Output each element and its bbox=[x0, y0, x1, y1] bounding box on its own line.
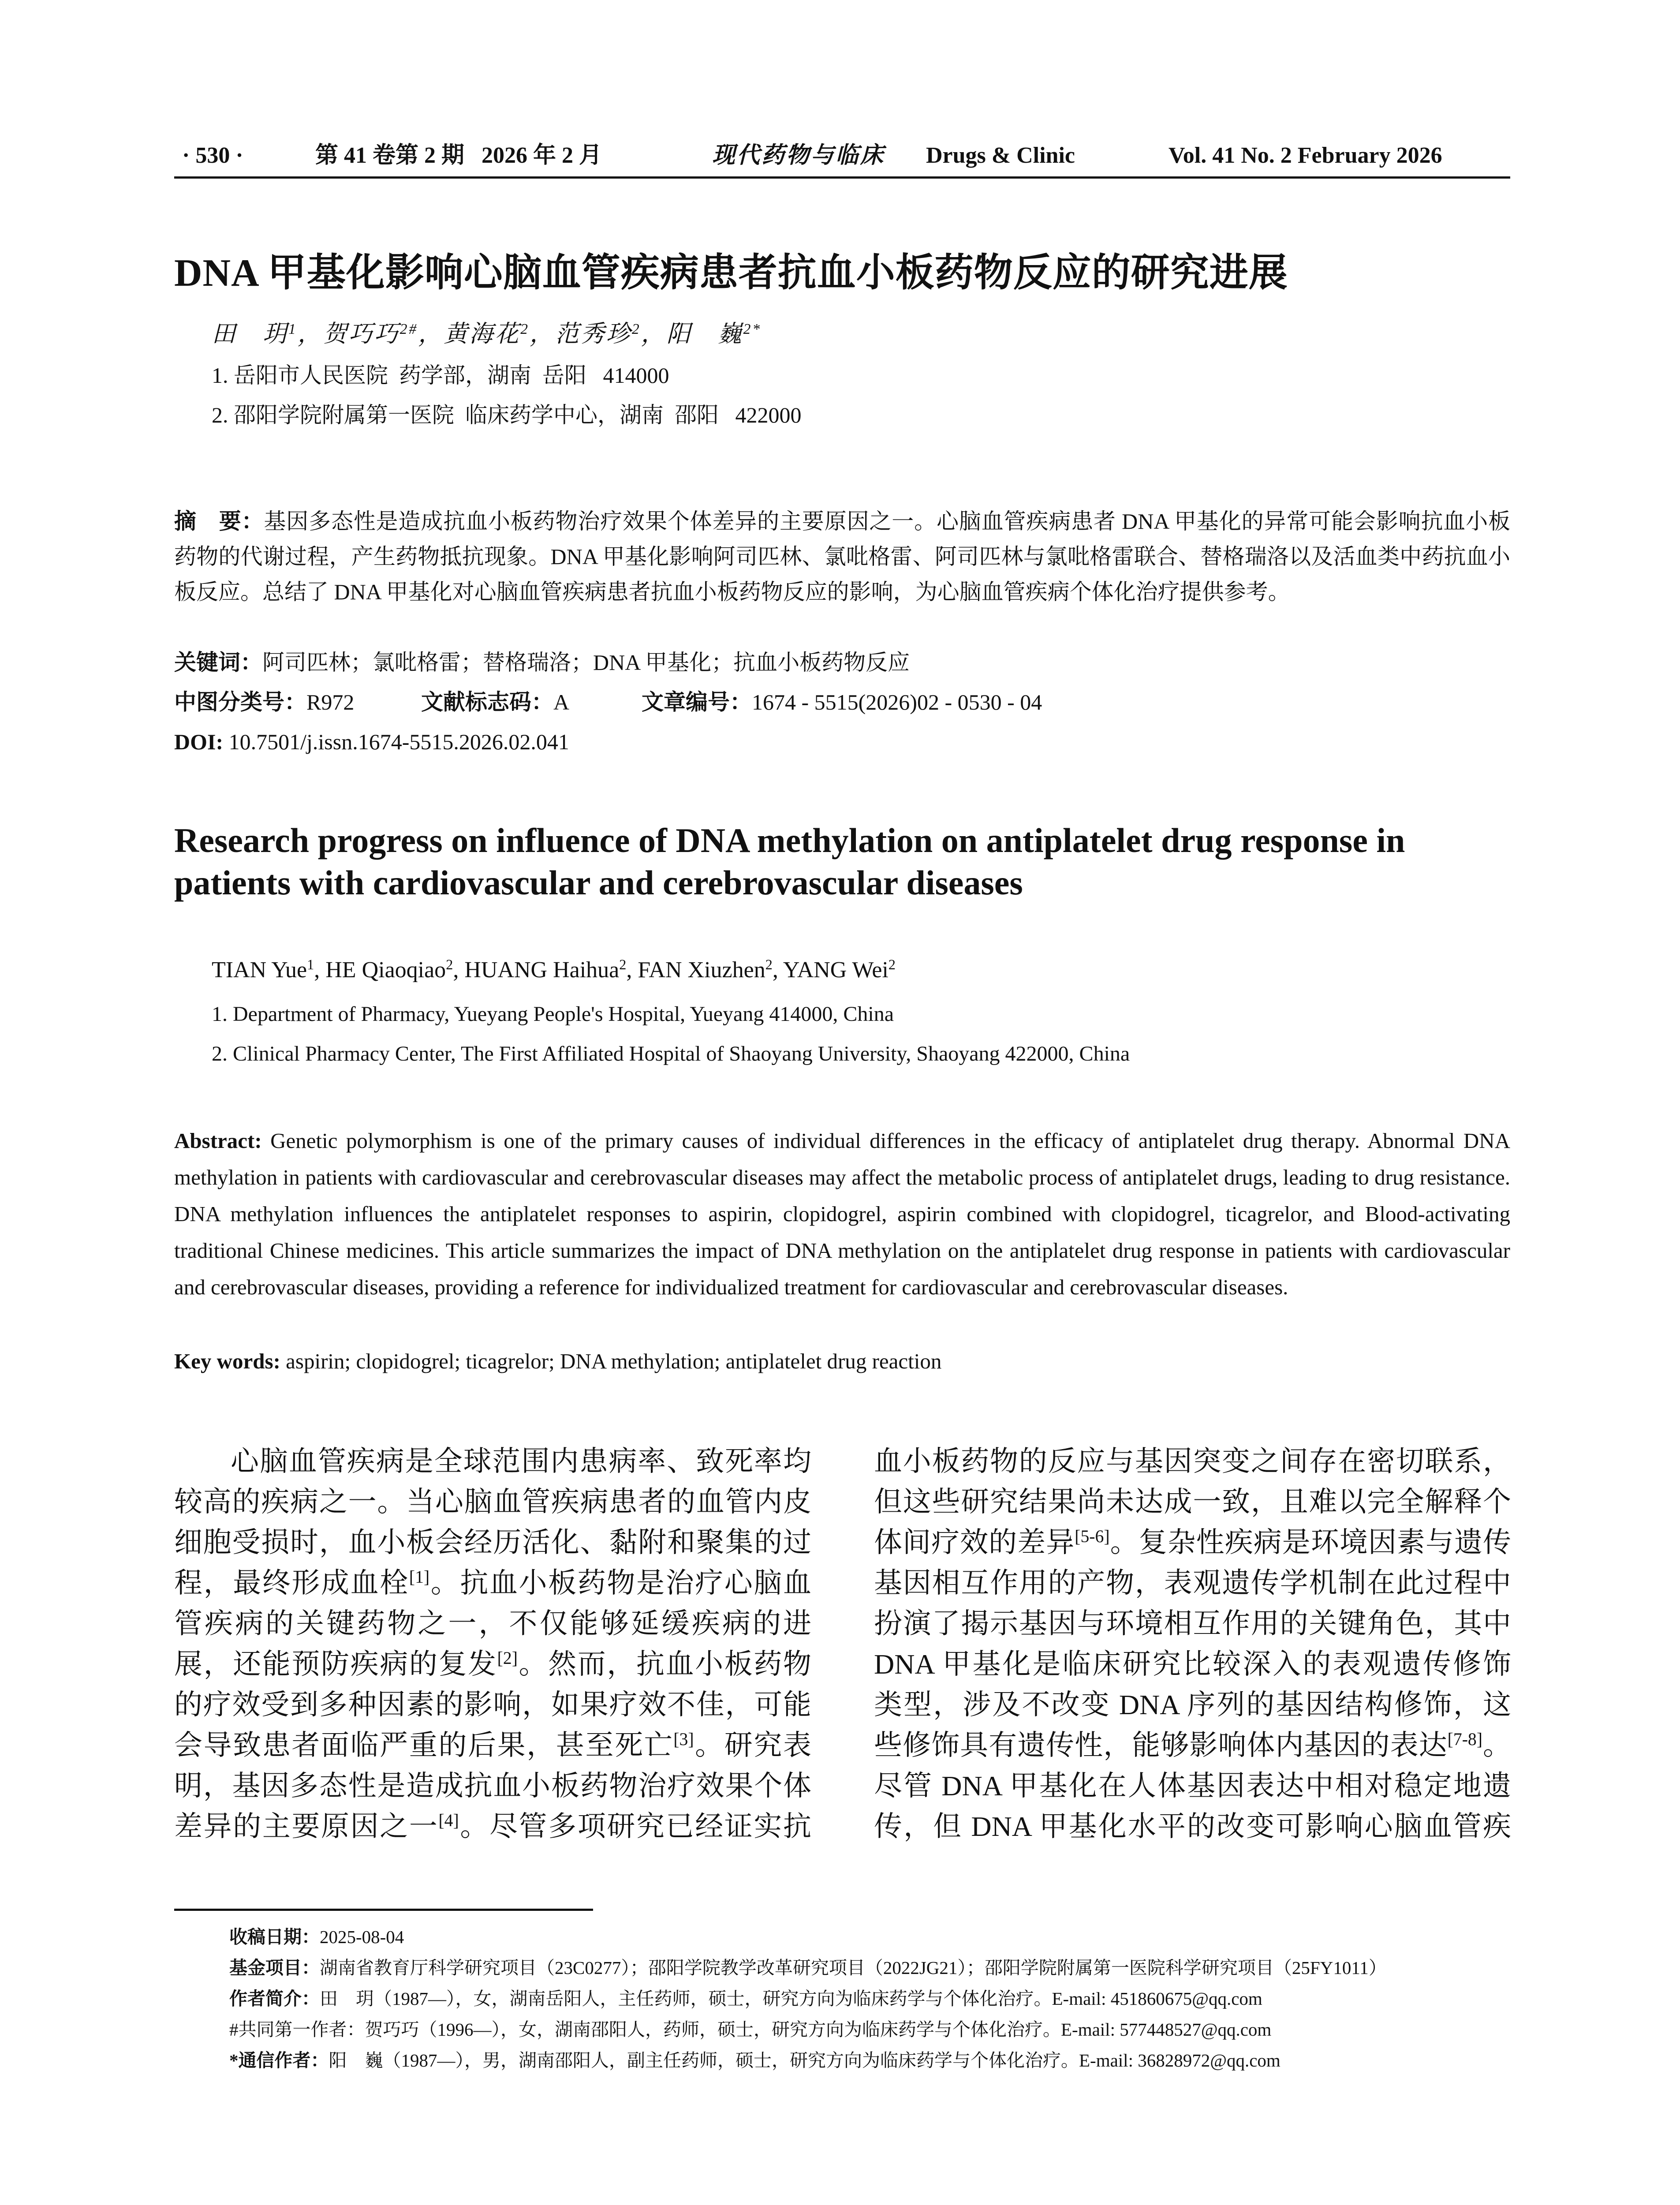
volume-issue-en: Vol. 41 No. 2 February 2026 bbox=[1169, 143, 1442, 168]
affiliation-cn-2: 2. 邵阳学院附属第一医院 临床药学中心，湖南 邵阳 422000 bbox=[212, 403, 802, 427]
footnote-text: 2025-08-04 bbox=[320, 1927, 404, 1947]
body-text: 程，最终形成血栓 bbox=[174, 1567, 409, 1599]
body-text: 但这些研究结果尚未达成一致，且难以完全解释个 bbox=[874, 1486, 1511, 1517]
doc-code-label: 文献标志码： bbox=[421, 690, 553, 714]
author-separator: , bbox=[772, 957, 783, 983]
author-name: TIAN Yue bbox=[212, 957, 307, 983]
body-text-line bbox=[174, 1441, 811, 1482]
abstract-cn-text: 基因多态性是造成抗血小板药物治疗效果个体差异的主要原因之一。心脑血管疾病患者 DNA 甲基化的异常可能会影响抗血小板药物的代谢过程，产生药物抵抗现象。DNA 甲基化影响阿司匹林、氯吡格雷、阿司匹林与氯吡格雷联合、替格瑞洛以及活血类中药抗血小板反应。总结了 DNA 甲基化对心脑血管疾病患者抗血小板药物反应的影响，为心脑血管疾病个体化治疗提供参考。 bbox=[174, 509, 1510, 604]
doi-label: DOI: bbox=[174, 729, 224, 754]
footnote-rule bbox=[174, 1909, 593, 1911]
keywords-cn bbox=[174, 645, 910, 680]
body-text: 。尽管多项研究已经证实抗 bbox=[459, 1811, 812, 1842]
keywords-cn-text: 阿司匹林；氯吡格雷；替格瑞洛；DNA 甲基化；抗血小板药物反应 bbox=[262, 650, 910, 675]
body-text-line bbox=[874, 1603, 1511, 1644]
affiliation-en-1: 1. Department of Pharmacy, Yueyang People's Hospital, Yueyang 414000, China bbox=[212, 1002, 894, 1026]
body-text: 。复杂性疾病是环境因素与遗传 bbox=[1109, 1527, 1512, 1558]
body-text-line bbox=[874, 1806, 1511, 1847]
abstract-en bbox=[174, 1122, 1510, 1305]
body-text-line bbox=[174, 1522, 811, 1563]
affiliation-marker: 2 bbox=[765, 957, 773, 973]
footnote-text: 贺巧巧（1996—），女，湖南邵阳人，药师，硕士，研究方向为临床药学与个体化治疗。E-mail: 577448527@qq.com bbox=[365, 2019, 1272, 2040]
author-separator: ， bbox=[641, 321, 667, 347]
body-text: 血小板药物的反应与基因突变之间存在密切联系， bbox=[874, 1446, 1511, 1477]
author-list-en bbox=[212, 955, 896, 986]
clc-label: 中图分类号： bbox=[174, 690, 306, 714]
citation-reference[interactable]: [4] bbox=[438, 1811, 459, 1831]
body-text-line bbox=[874, 1441, 1511, 1482]
body-text-line bbox=[874, 1766, 1511, 1806]
body-text-line bbox=[874, 1563, 1511, 1603]
author-name: HUANG Haihua bbox=[464, 957, 620, 983]
affiliation-marker: 1 bbox=[307, 957, 314, 973]
body-text: 。抗血小板药物是治疗心脑血 bbox=[429, 1567, 812, 1599]
author-list-cn bbox=[212, 318, 762, 349]
body-text: 明，基因多态性是造成抗血小板药物治疗效果个体 bbox=[174, 1770, 811, 1801]
body-text: 尽管 DNA 甲基化在人体基因表达中相对稳定地遗 bbox=[874, 1770, 1511, 1801]
author-name: HE Qiaoqiao bbox=[325, 957, 446, 983]
affiliation-marker: 2 bbox=[619, 957, 627, 973]
body-text-line bbox=[874, 1685, 1511, 1725]
body-text-line bbox=[874, 1482, 1511, 1522]
volume-issue-cn: 第 41 卷第 2 期 2026 年 2 月 bbox=[315, 143, 602, 168]
body-text-line bbox=[174, 1644, 811, 1685]
classification-row bbox=[174, 684, 1042, 720]
affiliation-marker: 2 bbox=[888, 957, 896, 973]
footnote-author-intro bbox=[229, 1985, 1262, 2012]
body-text: 细胞受损时，血小板会经历活化、黏附和聚集的过 bbox=[174, 1527, 811, 1558]
doi-row bbox=[174, 724, 569, 759]
author-separator: ， bbox=[418, 321, 444, 347]
article-title-en: Research progress on influence of DNA methylation on antiplatelet drug response in patients with cardiovascular and cerebrovascular diseases bbox=[174, 821, 1405, 902]
footnote-received-date bbox=[229, 1924, 404, 1950]
affiliation-en-2: 2. Clinical Pharmacy Center, The First Affiliated Hospital of Shaoyang University, Shaoyang 422000, China bbox=[212, 1042, 1130, 1065]
citation-reference[interactable]: [3] bbox=[673, 1730, 694, 1749]
abstract-en-label: Abstract: bbox=[174, 1129, 262, 1153]
body-text: 管疾病的关键药物之一，不仅能够延缓疾病的进 bbox=[174, 1608, 811, 1639]
author-separator: , bbox=[314, 957, 326, 983]
doc-code-value: A bbox=[553, 690, 570, 714]
body-text-line bbox=[874, 1644, 1511, 1685]
author-separator: ， bbox=[297, 321, 323, 347]
footnote-text: 田 玥（1987—），女，湖南岳阳人，主任药师，硕士，研究方向为临床药学与个体化治疗。E-mail: 451860675@qq.com bbox=[320, 1988, 1262, 2009]
body-text-line bbox=[174, 1482, 811, 1522]
affiliation-marker: 2 bbox=[631, 321, 641, 337]
author-name: 范秀珍 bbox=[555, 321, 632, 347]
citation-reference[interactable]: [5-6] bbox=[1075, 1527, 1110, 1547]
body-text: 较高的疾病之一。当心脑血管疾病患者的血管内皮 bbox=[174, 1486, 811, 1517]
citation-reference[interactable]: [1] bbox=[409, 1567, 430, 1587]
abstract-en-text: Genetic polymorphism is one of the primary causes of individual differences in the efficacy of antiplatelet drug therapy. Abnormal DNA methylation in patients with cardiovascular and cerebrovascular diseases may affect the metabolic process of antiplatelet drugs, leading to drug resistance. DNA methylation influences the antiplatelet responses to aspirin, clopidogrel, aspirin combined with clopidogrel, ticagrelor, and Blood-activating traditional Chinese medicines. This article summarizes the impact of DNA methylation on the antiplatelet drug response in patients with cardiovascular and cerebrovascular diseases, providing a reference for individualized treatment for cardiovascular and cerebrovascular diseases. bbox=[174, 1129, 1510, 1299]
keywords-en bbox=[174, 1344, 941, 1379]
body-text: 的疗效受到多种因素的影响，如果疗效不佳，可能 bbox=[174, 1689, 811, 1720]
body-text-line bbox=[174, 1725, 811, 1766]
keywords-en-label: Key words: bbox=[174, 1349, 280, 1373]
body-text: 差异的主要原因之一 bbox=[174, 1811, 439, 1842]
header-rule bbox=[174, 176, 1510, 179]
author-name: 贺巧巧 bbox=[323, 321, 400, 347]
running-header bbox=[174, 140, 1510, 176]
footnote-text: 湖南省教育厅科学研究项目（23C0277）；邵阳学院教学改革研究项目（2022JG21）；邵阳学院附属第一医院科学研究项目（25FY1011） bbox=[320, 1958, 1387, 1978]
affiliation-marker: 2 bbox=[520, 321, 530, 337]
body-text: 。然而，抗血小板药物 bbox=[517, 1648, 812, 1680]
footnote-label: 作者简介： bbox=[229, 1988, 320, 2009]
author-name: 田 玥 bbox=[212, 321, 288, 347]
author-name: FAN Xiuzhen bbox=[638, 957, 765, 983]
article-title-cn: DNA 甲基化影响心脑血管疾病患者抗血小板药物反应的研究进展 bbox=[174, 252, 1288, 295]
abstract-cn-label: 摘 要： bbox=[174, 509, 264, 534]
journal-name-en: Drugs & Clinic bbox=[926, 143, 1075, 168]
author-name: 阳 巍 bbox=[666, 321, 743, 347]
author-separator: , bbox=[453, 957, 465, 983]
footnote-corresponding-author bbox=[229, 2047, 1281, 2074]
author-separator: , bbox=[626, 957, 638, 983]
citation-reference[interactable]: [7-8] bbox=[1447, 1730, 1482, 1749]
clc-value: R972 bbox=[306, 690, 355, 714]
body-text: 扮演了揭示基因与环境相互作用的关键角色，其中 bbox=[874, 1608, 1511, 1639]
journal-name-cn: 现代药物与临床 bbox=[712, 143, 885, 168]
affiliation-marker: 2 bbox=[446, 957, 453, 973]
body-text: 基因相互作用的产物，表观遗传学机制在此过程中 bbox=[874, 1567, 1511, 1599]
author-separator: ， bbox=[529, 321, 555, 347]
citation-reference[interactable]: [2] bbox=[497, 1648, 518, 1668]
body-text: 些修饰具有遗传性，能够影响体内基因的表达 bbox=[874, 1730, 1448, 1761]
body-text-line bbox=[174, 1603, 811, 1644]
body-text: 体间疗效的差异 bbox=[874, 1527, 1075, 1558]
body-text: 。研究表 bbox=[694, 1730, 812, 1761]
footnote-label: *通信作者： bbox=[229, 2050, 329, 2070]
keywords-en-text: aspirin; clopidogrel; ticagrelor; DNA methylation; antiplatelet drug reaction bbox=[286, 1349, 942, 1373]
affiliation-marker: 2* bbox=[743, 321, 762, 337]
footnote-co-first-author bbox=[229, 2016, 1271, 2043]
footnote-label: 基金项目： bbox=[229, 1958, 320, 1978]
body-text-line bbox=[174, 1685, 811, 1725]
body-text: 会导致患者面临严重的后果，甚至死亡 bbox=[174, 1730, 674, 1761]
author-name: YANG Wei bbox=[783, 957, 889, 983]
abstract-cn bbox=[174, 504, 1510, 609]
footnote-label: 收稿日期： bbox=[229, 1927, 320, 1947]
affiliation-cn-1: 1. 岳阳市人民医院 药学部，湖南 岳阳 414000 bbox=[212, 363, 669, 388]
body-text: 展，还能预防疾病的复发 bbox=[174, 1648, 497, 1680]
body-text: DNA 甲基化是临床研究比较深入的表观遗传修饰 bbox=[874, 1648, 1511, 1680]
affiliation-marker: 1 bbox=[288, 321, 298, 337]
article-no-label: 文章编号： bbox=[642, 690, 752, 714]
body-text: 类型，涉及不改变 DNA 序列的基因结构修饰，这 bbox=[874, 1689, 1511, 1720]
footnote-funding bbox=[229, 1955, 1387, 1981]
footnote-label: #共同第一作者： bbox=[229, 2019, 365, 2040]
body-text-line bbox=[874, 1522, 1511, 1563]
affiliation-marker: 2# bbox=[399, 321, 418, 337]
body-text-line bbox=[174, 1766, 811, 1806]
body-column-right bbox=[874, 1441, 1511, 1847]
body-text-line bbox=[874, 1725, 1511, 1766]
body-column-left bbox=[174, 1441, 811, 1847]
body-text-line bbox=[174, 1563, 811, 1603]
body-text-line bbox=[174, 1806, 811, 1847]
page-number: · 530 · bbox=[182, 143, 243, 168]
author-name: 黄海花 bbox=[444, 321, 521, 347]
body-text: 心脑血管疾病是全球范围内患病率、致死率均 bbox=[231, 1446, 811, 1477]
doi-value[interactable]: 10.7501/j.issn.1674-5515.2026.02.041 bbox=[228, 729, 569, 754]
body-text: 传，但 DNA 甲基化水平的改变可影响心脑血管疾 bbox=[874, 1811, 1511, 1842]
article-no-value: 1674 - 5515(2026)02 - 0530 - 04 bbox=[752, 690, 1042, 714]
body-text: 。 bbox=[1482, 1730, 1512, 1761]
keywords-cn-label: 关键词： bbox=[174, 650, 262, 675]
footnote-text: 阳 巍（1987—），男，湖南邵阳人，副主任药师，硕士，研究方向为临床药学与个体化治疗。E-mail: 36828972@qq.com bbox=[329, 2050, 1281, 2070]
